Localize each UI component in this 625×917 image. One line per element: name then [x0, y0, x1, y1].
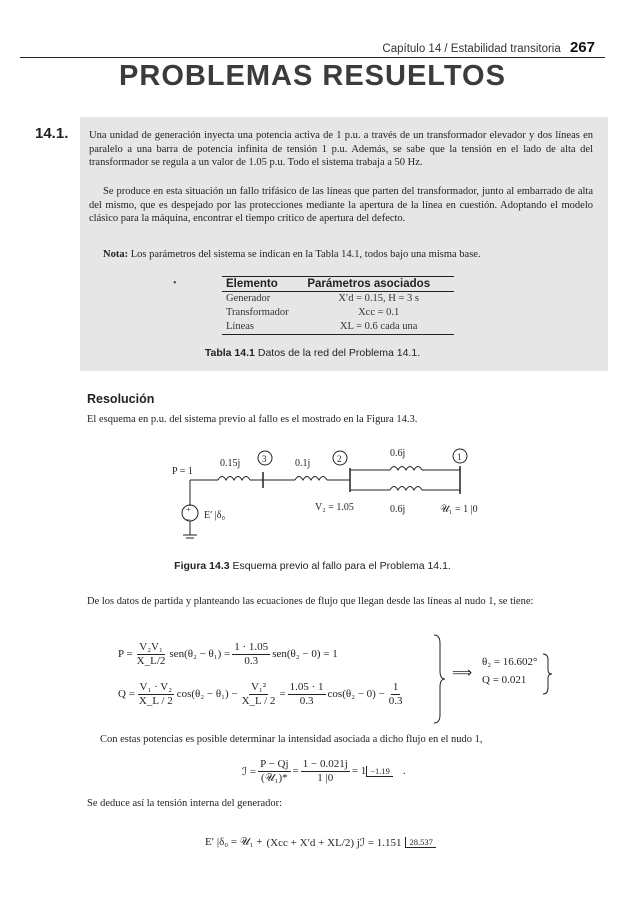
denominator: (𝒰₁)*: [261, 771, 288, 784]
table-row: [222, 320, 454, 335]
problem-note: [89, 248, 593, 262]
eq-text: (Xcc + X′d + XL/2) jℐ = 1.151: [266, 836, 402, 849]
resolution-text-2: De los datos de partida y planteando las ecuaciones de flujo que llegan desde las líneas al nudo 1, se tiene:: [87, 596, 534, 607]
fraction: [240, 681, 278, 708]
numerator: P − Qj: [260, 757, 289, 770]
eq-text: cos(θ₂ − θ₁) −: [176, 688, 238, 700]
table-caption-label: Tabla 14.1: [204, 347, 255, 359]
gen-reactance-label: 0.15j: [220, 458, 241, 469]
numerator: 1.05 · 1: [289, 680, 324, 693]
resolution-text-4: Se deduce así la tensión interna del generador:: [87, 798, 283, 809]
line-reactance-bottom: [390, 487, 422, 491]
resolution-text-3: Con estas potencias es posible determinar la intensidad asociada a dicho flujo en el nudo 1,: [100, 734, 483, 745]
eq-text: sen(θ₂ − 0) = 1: [272, 648, 338, 660]
table-header-row: [222, 277, 454, 292]
table-cell: Generador: [226, 293, 271, 304]
right-brace-icon: [432, 633, 446, 725]
node-label-1: 1: [457, 452, 462, 462]
figure-caption-label: Figura 14.3: [174, 560, 230, 572]
fraction: [387, 681, 405, 708]
denominator: 0.3: [299, 694, 314, 707]
right-brace-small-icon: [541, 652, 553, 696]
fraction: [232, 641, 270, 668]
resolution-text-1: El esquema en p.u. del sistema previo al fallo es el mostrado en la Figura 14.3.: [87, 414, 418, 425]
q-result: Q = 0.021: [482, 674, 527, 686]
equation-current: [242, 753, 406, 789]
numerator: 1 − 0.021j: [302, 757, 348, 770]
equation-internal-voltage: [205, 824, 436, 860]
bullet-mark: •: [173, 278, 177, 289]
table-row: [222, 292, 454, 307]
denominator: 0.3: [388, 694, 403, 707]
numerator: V₂V₁: [139, 640, 163, 653]
fraction: [137, 681, 175, 708]
denominator: X_L / 2: [241, 694, 276, 707]
equation-p: [118, 636, 338, 672]
table-cell: Xcc = 0.1: [358, 307, 400, 318]
e-source-label: E′ |δ₀: [204, 510, 225, 521]
node-label-3: 3: [262, 454, 267, 464]
denominator: 0.3: [244, 654, 259, 667]
line-bottom-label: 0.6j: [390, 504, 406, 515]
fraction: [258, 758, 290, 785]
generator-reactance: [218, 477, 250, 481]
header-rule: [20, 57, 605, 58]
note-label: Nota:: [103, 249, 129, 260]
figure-caption: [0, 560, 625, 572]
numerator: 1: [392, 680, 399, 693]
u1-label: 𝒰₁ = 1 |0: [440, 504, 478, 515]
section-title: PROBLEMAS RESUELTOS: [119, 60, 506, 92]
transformer-reactance: [295, 477, 327, 481]
problem-paragraph-2: Se produce en esta situación un fallo trifásico de las líneas que parten del transformador, junto al embarrado de alta del mismo, que es despejado por las protecciones mediante la apertura de la línea en cuestión. Adoptando el modelo clásico para la máquina, encontrar el tiempo crítico de apertura del defecto.: [89, 186, 593, 225]
problem-paragraph-1: Una unidad de generación inyecta una potencia activa de 1 p.u. a través de un transformador elevador y dos líneas en paralelo a una barra de potencia infinita de tensión 1 p.u. Además, se sabe que la tensión en el lado de alta del transformador se regula a un valor de 1.05 p.u. Todo el sistema trabaja a 50 Hz.: [89, 130, 593, 169]
fraction: [135, 641, 168, 668]
eq-text: =: [292, 765, 299, 777]
circuit-schematic: [150, 440, 510, 550]
phase-angle: −1.19: [366, 766, 393, 777]
chapter-title: Capítulo 14 / Estabilidad transitoria: [382, 43, 561, 55]
numerator: 1 · 1.05: [234, 640, 269, 653]
minus-sign: −: [186, 515, 191, 524]
fraction: [288, 681, 326, 708]
eq-text: Q =: [118, 688, 135, 700]
page-number: 267: [569, 39, 595, 56]
power-label: P = 1: [172, 466, 193, 477]
eq-text: .: [402, 765, 406, 777]
eq-text: = 1: [351, 765, 367, 777]
numerator: V₁ · V₂: [139, 680, 173, 693]
eq-text: ℐ =: [242, 765, 257, 778]
table-cell: Transformador: [226, 307, 289, 318]
fraction: [301, 758, 350, 785]
plus-sign: +: [186, 505, 191, 514]
eq-text: sen(θ₂ − θ₁) =: [169, 648, 231, 660]
eq-text: E′ |δ₀ = 𝒰₁ +: [205, 835, 263, 848]
line-top-label: 0.6j: [390, 448, 406, 459]
denominator: X_L / 2: [138, 694, 173, 707]
table-header-cell: Parámetros asociados: [303, 277, 454, 292]
v2-label: V₂ = 1.05: [315, 502, 354, 513]
eq-text: cos(θ₂ − 0) −: [327, 688, 385, 700]
eq-text: =: [279, 688, 286, 700]
table-cell: Líneas: [222, 320, 303, 335]
numerator: V₁²: [250, 680, 267, 693]
resolution-heading: Resolución: [87, 392, 155, 406]
table-cell: X′d = 0.15, H = 3 s: [338, 293, 419, 304]
figure-caption-text: Esquema previo al fallo para el Problema 14.1.: [232, 560, 451, 572]
denominator: 1 |0: [317, 771, 334, 784]
problem-number: 14.1.: [35, 125, 69, 142]
eq-text: P =: [118, 648, 133, 660]
phase-angle: 28.537: [405, 837, 435, 848]
table-header-cell: Elemento: [222, 277, 303, 292]
line-reactance-top: [390, 467, 422, 471]
parameters-table: [222, 276, 454, 335]
equation-q: [118, 670, 407, 718]
node-label-2: 2: [337, 454, 342, 464]
header-text: [382, 39, 595, 56]
implies-arrow: ⟹: [452, 666, 473, 681]
table-cell: XL = 0.6 cada una: [303, 320, 454, 335]
denominator: X_L/2: [136, 654, 166, 667]
theta2-result: θ₂ = 16.602°: [482, 656, 538, 668]
tr-reactance-label: 0.1j: [295, 458, 311, 469]
note-text: Los parámetros del sistema se indican en la Tabla 14.1, todos bajo una misma base.: [128, 249, 481, 260]
table-caption: [0, 347, 625, 359]
table-row: [222, 306, 454, 320]
table-caption-text: Datos de la red del Problema 14.1.: [257, 347, 421, 359]
